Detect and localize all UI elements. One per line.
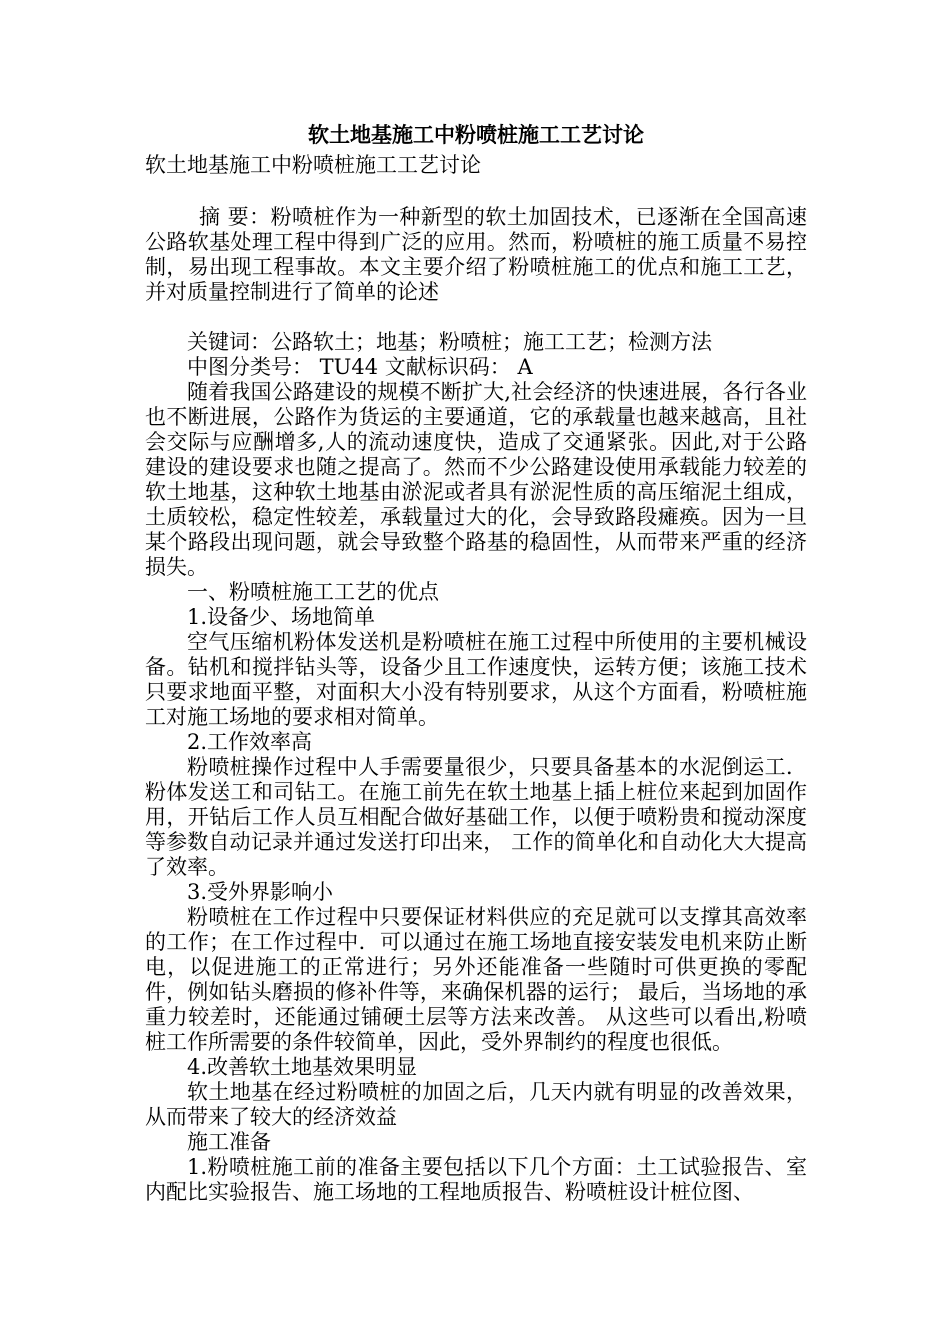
- keywords-line: 关键词：公路软土；地基；粉喷桩；施工工艺；检测方法: [187, 330, 712, 354]
- body-paragraph: 软土地基在经过粉喷桩的加固之后，几天内就有明显的改善效果，从而带来了较大的经济效益: [145, 1080, 807, 1129]
- document-title: 软土地基施工中粉喷桩施工工艺讨论: [308, 122, 644, 147]
- subsection-heading: 3.受外界影响小: [187, 880, 334, 904]
- subsection-heading: 4.改善软土地基效果明显: [187, 1055, 418, 1079]
- document-page: [145, 120, 807, 1205]
- subsection-heading: 1.设备少、场地简单: [187, 605, 376, 629]
- blank-line: [145, 180, 807, 205]
- body-paragraph: 1.粉喷桩施工前的准备主要包括以下几个方面：土工试验报告、室内配比实验报告、施工场地的工程地质报告、粉喷桩设计桩位图、: [145, 1155, 807, 1204]
- intro-paragraph: 随着我国公路建设的规模不断扩大,社会经济的快速进展，各行各业也不断进展，公路作为货运的主要通道，它的承载量也越来越高，且社会交际与应酬增多,人的流动速度快，造成了交通紧张。因此,对于公路建设的建设要求也随之提高了。然而不少公路建设使用承载能力较差的软土地基，这种软土地基由淤泥或者具有淤泥性质的高压缩泥土组成，土质较松，稳定性较差，承载量过大的化，会导致路段瘫痪。因为一旦某个路段出现问题，就会导致整个路基的稳固性，从而带来严重的经济损失。: [145, 380, 807, 579]
- abstract-paragraph: 摘 要：粉喷桩作为一种新型的软土加固技术，已逐渐在全国高速公路软基处理工程中得到广泛的应用。然而，粉喷桩的施工质量不易控制，易出现工程事故。本文主要介绍了粉喷桩施工的优点和施工工艺，并对质量控制进行了简单的论述: [145, 205, 807, 304]
- subsection-heading: 2.工作效率高: [187, 730, 313, 754]
- classification-line: 中图分类号： TU44 文献标识码： A: [187, 355, 533, 379]
- document-subtitle: 软土地基施工中粉喷桩施工工艺讨论: [145, 153, 481, 177]
- section-heading: 一、粉喷桩施工工艺的优点: [187, 580, 439, 604]
- body-paragraph: 空气压缩机粉体发送机是粉喷桩在施工过程中所使用的主要机械设备。钻机和搅拌钻头等，设备少且工作速度快，运转方便；该施工技术只要求地面平整，对面积大小没有特别要求，从这个方面看，粉喷桩施工对施工场地的要求相对简单。: [145, 630, 807, 729]
- body-paragraph: 粉喷桩操作过程中人手需要量很少，只要具备基本的水泥倒运工．粉体发送工和司钻工。在施工前先在软土地基上插上桩位来起到加固作用，开钻后工作人员互相配合做好基础工作，以便于喷粉贵和搅动深度等参数自动记录并通过发送打印出来， 工作的简单化和自动化大大提高了效率。: [145, 755, 807, 879]
- section-heading: 施工准备: [187, 1130, 271, 1154]
- body-paragraph: 粉喷桩在工作过程中只要保证材料供应的充足就可以支撑其高效率的工作；在工作过程中．可以通过在施工场地直接安装发电机来防止断电，以促进施工的正常进行；另外还能准备一些随时可供更换的零配件，例如钻头磨损的修补件等，来确保机器的运行； 最后，当场地的承重力较差时，还能通过铺硬土层等方法来改善。 从这些可以看出,粉喷桩工作所需要的条件较简单，因此，受外界制约的程度也很低。: [145, 905, 807, 1054]
- blank-line: [145, 305, 807, 330]
